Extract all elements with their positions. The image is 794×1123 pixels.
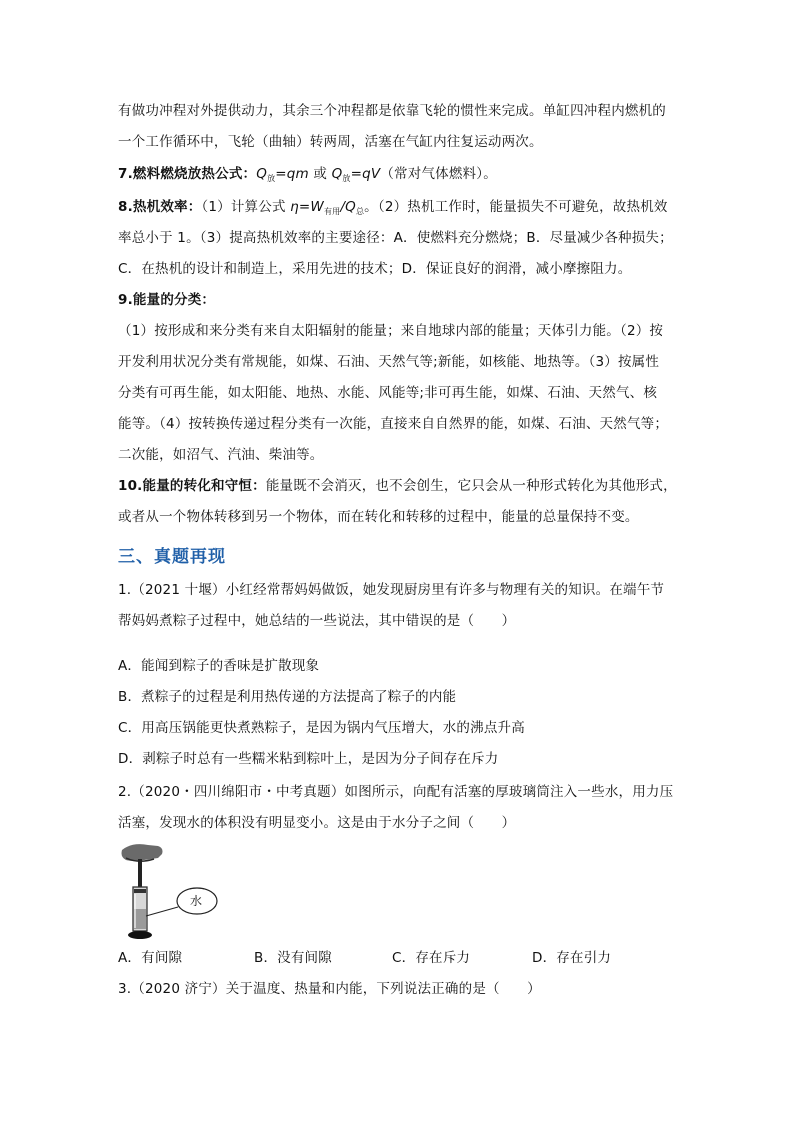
question-stem: 帮妈妈煮粽子过程中，她总结的一些说法，其中错误的是（ ） xyxy=(118,613,516,629)
piston-rod xyxy=(138,859,142,889)
option-b: B．煮粽子的过程是利用热传递的方法提高了粽子的内能 xyxy=(118,689,457,705)
formula-rest: =qm xyxy=(275,166,309,182)
formula-or: 或 xyxy=(308,166,332,182)
question-stem: 3.（2020 济宁）关于温度、热量和内能，下列说法正确的是（ ） xyxy=(118,981,541,997)
formula: η=W xyxy=(290,199,324,215)
section-heading: 三、真题再现 xyxy=(118,547,226,567)
formula: /Q xyxy=(340,199,356,215)
formula-subscript: 有用 xyxy=(323,207,341,216)
water-column xyxy=(134,909,146,929)
paragraph-line: 一个工作循环中，飞轮（曲轴）转两周，活塞在气缸内往复运动两次。 xyxy=(118,134,543,150)
options-row xyxy=(118,948,611,968)
section-label: 9.能量的分类： xyxy=(118,292,216,308)
formula-subscript: 放 xyxy=(342,174,351,183)
formula-note: （常对气体燃料）。 xyxy=(380,166,497,182)
option-c: C．用高压锅能更快煮熟粽子，是因为锅内气压增大，水的沸点升高 xyxy=(118,720,525,736)
section-label: 7.燃料燃烧放热公式： xyxy=(118,166,257,182)
option-a: A．有间隙 xyxy=(118,950,183,966)
section-label: 10.能量的转化和守恒： xyxy=(118,478,266,494)
formula-rest: =qV xyxy=(350,166,381,182)
question-stem: 2.（2020・四川绵阳市・中考真题）如图所示，向配有活塞的厚玻璃筒注入一些水，用力压 xyxy=(118,784,674,800)
option-d: D．剥粽子时总有一些糯米粘到粽叶上，是因为分子间存在斥力 xyxy=(118,751,499,767)
paragraph-line: 二次能，如沼气、汽油、柴油等。 xyxy=(118,447,324,463)
paragraph-efficiency xyxy=(118,197,668,222)
callout-line xyxy=(146,907,178,916)
option-a: A．能闻到粽子的香味是扩散现象 xyxy=(118,658,320,674)
callout-label: 水 xyxy=(190,894,203,908)
paragraph-line: 分类有可再生能，如太阳能、地热、水能、风能等;非可再生能，如煤、石油、天然气、核 xyxy=(118,385,658,401)
syringe-figure xyxy=(118,842,230,944)
question-stem: 活塞，发现水的体积没有明显变小。这是由于水分子之间（ ） xyxy=(118,815,516,831)
paragraph-line: C．在热机的设计和制造上，采用先进的技术；D．保证良好的润滑，减小摩擦阻力。 xyxy=(118,261,632,277)
option-b: B．没有间隙 xyxy=(254,950,332,966)
piston-cylinder-illustration xyxy=(118,842,230,944)
paragraph-line: 有做功冲程对外提供动力，其余三个冲程都是依靠飞轮的惯性来完成。单缸四冲程内燃机的 xyxy=(118,103,666,119)
piston-head xyxy=(134,889,146,893)
option-d: D．存在引力 xyxy=(532,950,612,966)
question-stem: 1.（2021 十堰）小红经常帮妈妈做饭，她发现厨房里有许多与物理有关的知识。在端午节 xyxy=(118,582,665,598)
paragraph-fuel-formula xyxy=(118,164,497,189)
option-c: C．存在斥力 xyxy=(392,950,471,966)
paragraph-energy-conservation xyxy=(118,476,677,496)
paragraph-line: 或者从一个物体转移到另一个物体，而在转化和转移的过程中，能量的总量保持不变。 xyxy=(118,509,639,525)
formula-symbol: Q xyxy=(256,166,268,182)
paragraph-line: 开发利用状况分类有常规能，如煤、石油、天然气等;新能，如核能、地热等。（3）按属性 xyxy=(118,354,660,370)
formula-symbol: Q xyxy=(331,166,343,182)
formula-subscript: 总 xyxy=(355,207,365,216)
cylinder-base xyxy=(128,931,152,939)
text-run: 能量既不会消灭，也不会创生，它只会从一种形式转化为其他形式， xyxy=(265,478,677,494)
paragraph-line: 能等。（4）按转换传递过程分类有一次能，直接来自自然界的能，如煤、石油、天然气等； xyxy=(118,416,669,432)
paragraph-line: （1）按形成和来分类有来自太阳辐射的能量；来自地球内部的能量；天体引力能。（2）按 xyxy=(118,323,664,339)
text-run: （1）计算公式 xyxy=(201,199,291,215)
section-label: 8.热机效率： xyxy=(118,199,202,215)
paragraph-line: 率总小于 1。（3）提高热机效率的主要途径：A．使燃料充分燃烧；B．尽量减少各种损失； xyxy=(118,230,673,246)
text-run: 。（2）热机工作时，能量损失不可避免，故热机效 xyxy=(364,199,668,215)
formula-subscript: 放 xyxy=(267,174,276,183)
